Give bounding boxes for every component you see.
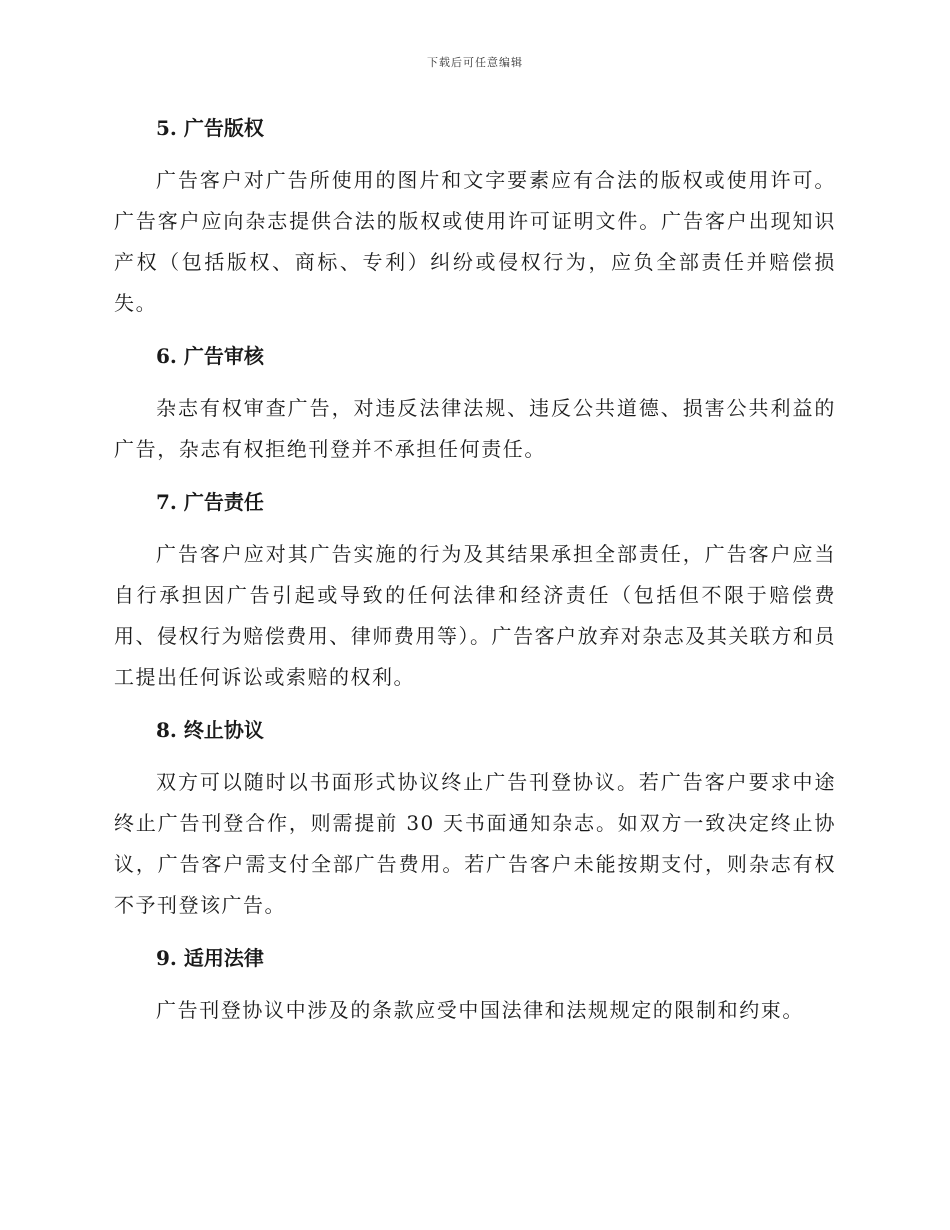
- section-ad-liability: [114, 484, 836, 698]
- section-ad-copyright: [114, 110, 836, 324]
- section-paragraph: 广告刊登协议中涉及的条款应受中国法律和法规规定的限制和约束。: [156, 998, 804, 1022]
- document-body: [114, 110, 836, 1045]
- section-paragraph: 广告客户应对其广告实施的行为及其结果承担全部责任，广告客户应当自行承担因广告引起或导致的任何法律和经济责任（包括但不限于赔偿费用、侵权行为赔偿费用、律师费用等）。广告客户放弃对杂志及其关联方和员工提出任何诉讼或索赔的权利。: [114, 542, 836, 689]
- section-ad-review: [114, 338, 836, 470]
- section-heading: 5. 广告版权: [156, 116, 264, 140]
- section-heading: 9. 适用法律: [156, 946, 264, 970]
- section-governing-law: [114, 940, 836, 1031]
- section-paragraph: 杂志有权审查广告，对违反法律法规、违反公共道德、损害公共利益的广告，杂志有权拒绝刊登并不承担任何责任。: [114, 396, 836, 461]
- section-heading: 7. 广告责任: [156, 490, 264, 514]
- section-heading: 8. 终止协议: [156, 718, 264, 742]
- section-heading: 6. 广告审核: [156, 344, 264, 368]
- section-paragraph: 广告客户对广告所使用的图片和文字要素应有合法的版权或使用许可。广告客户应向杂志提供合法的版权或使用许可证明文件。广告客户出现知识产权（包括版权、商标、专利）纠纷或侵权行为，应负全部责任并赔偿损失。: [114, 168, 836, 315]
- section-termination: [114, 712, 836, 926]
- header-note: 下载后可任意编辑: [427, 56, 523, 69]
- section-paragraph: 双方可以随时以书面形式协议终止广告刊登协议。若广告客户要求中途终止广告刊登合作，则需提前 30 天书面通知杂志。如双方一致决定终止协议，广告客户需支付全部广告费用。若广告客户未能按期支付，则杂志有权不予刊登该广告。: [114, 770, 836, 917]
